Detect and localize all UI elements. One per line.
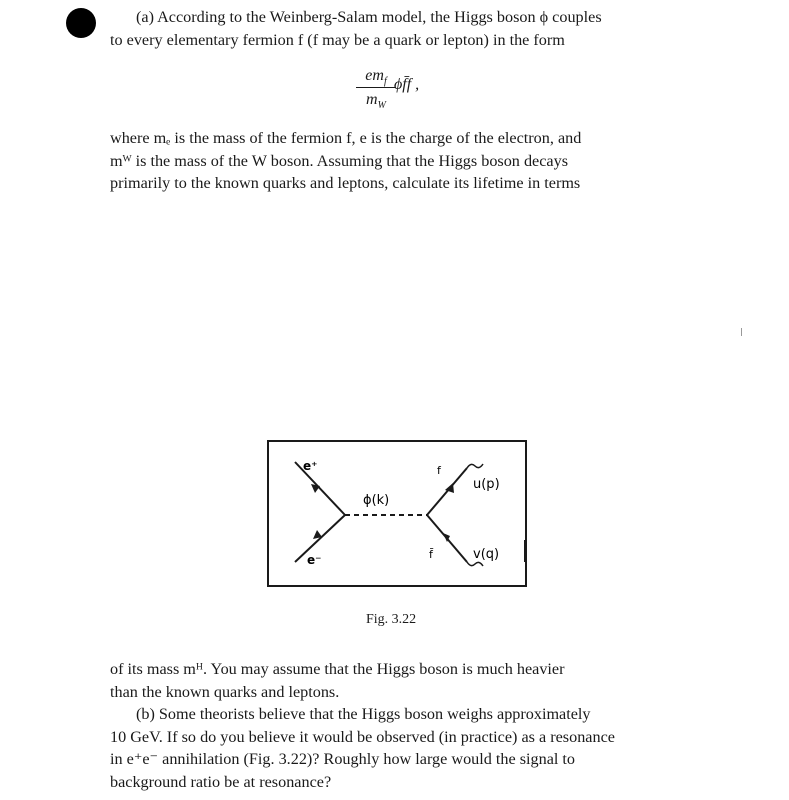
text-line: 10 GeV. If so do you believe it would be observed (in practice) as a resonance: [110, 727, 615, 746]
feynman-diagram: [267, 440, 527, 588]
label-f-bar: f̄: [429, 548, 433, 561]
paragraph-where: [110, 127, 682, 195]
text-line: (a) According to the Weinberg-Salam model, the Higgs boson ϕ couples: [136, 8, 602, 26]
label-phi: ϕ(k): [363, 493, 390, 508]
text-line: of its mass mᴴ. You may assume that the Higgs boson is much heavier: [110, 660, 565, 678]
text-line: background ratio be at resonance?: [110, 772, 332, 791]
text-line: where mₑ is the mass of the fermion f, e is the charge of the electron, and: [110, 129, 582, 147]
label-v: v(q): [473, 547, 500, 562]
text-line: than the known quarks and leptons.: [110, 682, 340, 701]
formula-numerator: $em_f$: [365, 67, 387, 88]
formula-denominator: $m_W$: [366, 91, 386, 112]
coupling-formula: [350, 66, 470, 116]
label-e-plus: e⁺: [303, 459, 318, 473]
text-line: to every elementary fermion f (f may be a quark or lepton) in the form: [110, 30, 565, 49]
spinor-u-tail: [467, 464, 483, 468]
fermion-line: [427, 468, 467, 515]
label-e-minus: e⁻: [307, 553, 322, 567]
bullet-marker: [66, 8, 96, 38]
margin-mark: [741, 328, 742, 336]
figure-caption: Fig. 3.22: [366, 612, 417, 627]
text-line: in e⁺e⁻ annihilation (Fig. 3.22)? Roughly how large would the signal to: [110, 750, 576, 768]
label-u: u(p): [473, 477, 500, 492]
paragraph-b: [110, 658, 682, 793]
paragraph-a: [110, 6, 682, 51]
text-line: mᵂ is the mass of the W boson. Assuming that the Higgs boson decays: [110, 151, 568, 170]
fraction-bar: [356, 87, 396, 88]
text-line: primarily to the known quarks and leptons, calculate its lifetime in terms: [110, 174, 581, 192]
spinor-v-tail: [467, 562, 483, 566]
text-line: (b) Some theorists believe that the Higgs boson weighs approximately: [136, 705, 591, 723]
formula-fraction: [356, 66, 396, 110]
formula-rest: ϕf̄f ,: [394, 76, 420, 93]
label-f: f: [437, 464, 441, 477]
